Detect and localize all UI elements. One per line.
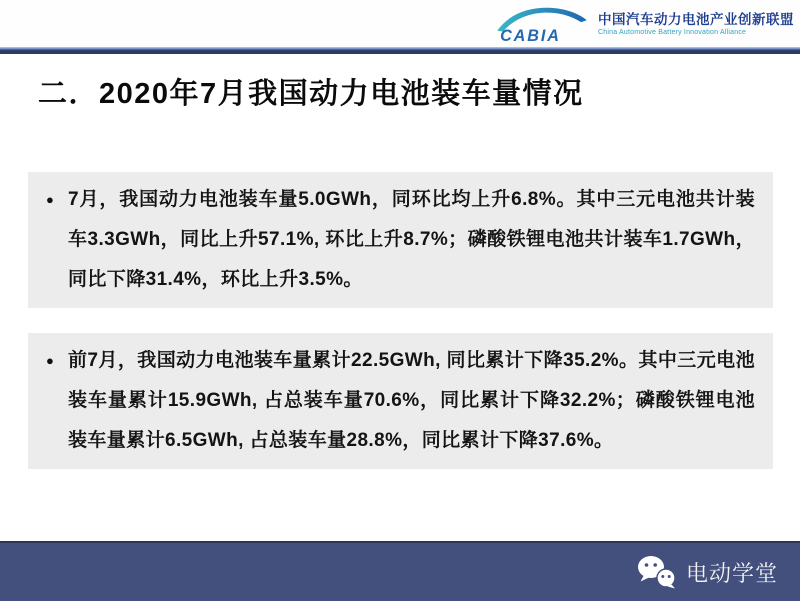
bullet-text-ytd: 前7月，我国动力电池装车量累计22.5GWh, 同比累计下降35.2%。其中三元电池装车量累计15.9GWh, 占总装车量70.6%，同比累计下降32.2%；磷酸铁锂电池装车量累计6.5GWh, 占总装车量28.8%，同比累计下降37.6%。	[68, 350, 755, 451]
car-swoosh-icon	[493, 4, 591, 44]
wechat-icon	[637, 555, 677, 589]
bullet-panel-july	[28, 172, 773, 308]
org-name-en: China Automotive Battery Innovation Alliance	[598, 28, 747, 36]
bullet-marker-icon: ●	[46, 192, 54, 207]
logo-brand-text: CABIA	[500, 26, 561, 44]
footer	[0, 541, 800, 601]
bullet-marker-icon: ●	[46, 353, 54, 368]
page-title: 二．2020年7月我国动力电池装车量情况	[38, 78, 584, 110]
top-divider	[0, 47, 800, 54]
bullet-text-july: 7月，我国动力电池装车量5.0GWh，同环比均上升6.8%。其中三元电池共计装车3.3GWh，同比上升57.1%, 环比上升8.7%；磷酸铁锂电池共计装车1.7GWh，同比下降31.4%，环比上升3.5%。	[68, 189, 755, 290]
footer-brand: 电动学堂	[685, 560, 778, 586]
org-name-cn: 中国汽车动力电池产业创新联盟	[598, 11, 794, 27]
org-name-block	[598, 12, 794, 36]
cabia-logo	[493, 4, 794, 44]
content-area	[0, 172, 800, 469]
header	[0, 0, 800, 47]
bullet-panel-ytd	[28, 333, 773, 469]
